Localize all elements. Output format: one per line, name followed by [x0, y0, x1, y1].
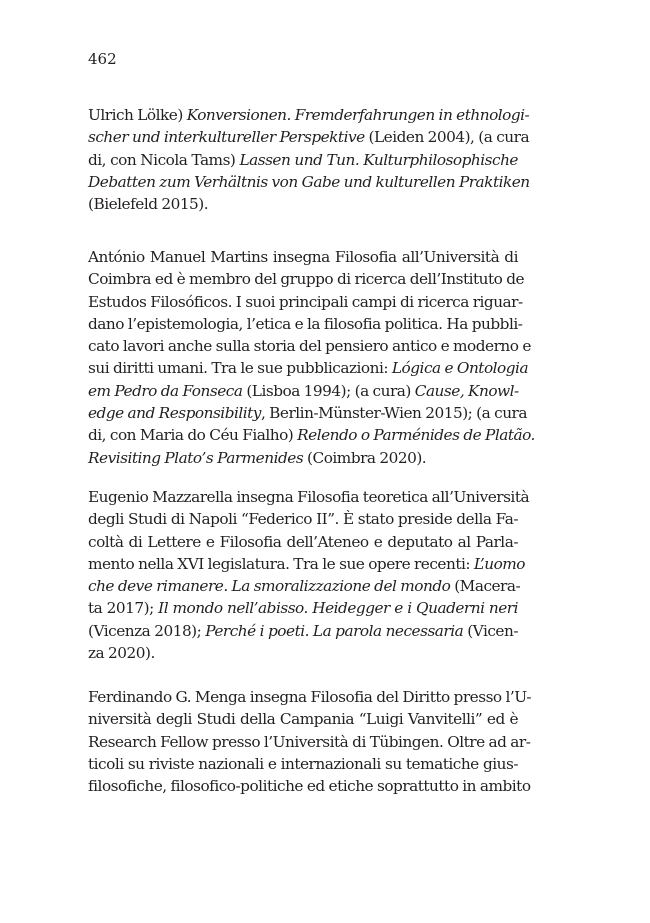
text-line — [88, 357, 529, 379]
text-line — [88, 171, 530, 193]
text-line — [88, 268, 525, 290]
text-run: za 2020). — [88, 644, 155, 663]
text-line — [88, 402, 527, 424]
text-run: ticoli su riviste nazionali e internazionali su tematiche gius- — [88, 754, 518, 773]
text-run: (Vicen- — [463, 621, 518, 640]
bio-paragraph-mazzarella — [88, 486, 530, 664]
bio-paragraph-martins — [88, 246, 535, 469]
text-run: Ferdinando G. Menga insegna Filosofia del Diritto presso l’U- — [88, 688, 532, 706]
text-run: mento nella XVI legislatura. Tra le sue opere recenti: — [88, 554, 474, 573]
text-line — [88, 731, 531, 753]
text-run: filosofiche, filosofico-politiche ed etiche soprattutto in ambito — [88, 777, 531, 796]
italic-title-run: Lógica e Ontologia — [391, 359, 529, 378]
text-line — [88, 193, 518, 215]
text-line — [88, 149, 518, 171]
text-line — [88, 686, 532, 708]
text-line — [88, 291, 523, 313]
text-run: coltà di Lettere e Filosofia dell’Ateneo e deputato al Parla- — [88, 532, 518, 551]
text-run: ta 2017); — [88, 599, 159, 618]
italic-title-run: Cause, Knowl- — [414, 381, 519, 400]
text-line — [88, 642, 518, 664]
text-run: degli Studi di Napoli “Federico II”. È stato preside della Fa- — [88, 510, 518, 529]
text-run: dano l’epistemologia, l’etica e la filosofia politica. Ha pubbli- — [88, 314, 523, 333]
text-run: , Berlin-Münster-Wien 2015); (a cura — [260, 404, 527, 423]
text-line — [88, 447, 518, 469]
text-line — [88, 380, 518, 402]
text-run: Eugenio Mazzarella insegna Filosofia teoretica all’Università — [88, 488, 530, 506]
italic-title-run: che deve rimanere. La smoralizzazione del mondo — [88, 577, 451, 596]
text-line — [88, 126, 530, 148]
text-line — [88, 104, 530, 126]
text-run: di, con Maria do Céu Fialho) — [88, 426, 298, 445]
text-run: niversità degli Studi della Campania “Luigi Vanvitelli” ed è — [88, 710, 518, 729]
text-line — [88, 575, 521, 597]
bio-paragraph-menga — [88, 686, 532, 797]
text-run: (Leiden 2004), (a cura — [364, 128, 530, 147]
text-line — [88, 708, 518, 730]
text-run: Research Fellow presso l’Università di Tübingen. Oltre ad ar- — [88, 732, 531, 751]
italic-title-run: Konversionen. Fremderfahrungen in ethnologi- — [186, 106, 530, 124]
text-line — [88, 531, 518, 553]
text-line — [88, 313, 523, 335]
italic-title-run: L’uomo — [473, 554, 526, 573]
page-number: 462 — [88, 50, 117, 68]
italic-title-run: Lassen und Tun. Kulturphilosophische — [239, 150, 518, 169]
text-run: cato lavori anche sulla storia del pensiero antico e moderno e — [88, 337, 531, 356]
text-run: Ulrich Lölke) — [88, 106, 187, 124]
text-run: (Macera- — [450, 577, 521, 596]
italic-title-run: scher und interkultureller Perspektive — [88, 128, 365, 147]
text-line — [88, 775, 531, 797]
text-run: Estudos Filosóficos. I suoi principali campi di ricerca riguar- — [88, 292, 523, 311]
italic-title-run: edge and Responsibility — [88, 404, 261, 423]
text-run: (Bielefeld 2015). — [88, 195, 209, 214]
italic-title-run: Revisiting Plato’s Parmenides — [88, 448, 304, 467]
text-line — [88, 486, 530, 508]
text-line — [88, 335, 531, 357]
text-run: di, con Nicola Tams) — [88, 150, 240, 169]
italic-title-run: em Pedro da Fonseca — [88, 381, 243, 400]
text-run: Coimbra ed è membro del gruppo di ricerca dell’Instituto de — [88, 270, 525, 289]
text-run: (Coimbra 2020). — [303, 448, 427, 467]
italic-title-run: Il mondo nell’abisso. Heidegger e i Quaderni neri — [158, 599, 518, 618]
text-line — [88, 620, 518, 642]
text-run: sui diritti umani. Tra le sue pubblicazioni: — [88, 359, 392, 378]
text-line — [88, 246, 518, 268]
text-line — [88, 508, 518, 530]
text-line — [88, 753, 518, 775]
italic-title-run: Debatten zum Verhältnis von Gabe und kulturellen Praktiken — [88, 172, 530, 191]
italic-title-run: Relendo o Parménides de Platão. — [297, 426, 535, 445]
text-line — [88, 597, 518, 619]
text-run: (Vicenza 2018); — [88, 621, 206, 640]
text-line — [88, 424, 535, 446]
bio-paragraph-lolke — [88, 104, 530, 215]
italic-title-run: Perché i poeti. La parola necessaria — [205, 621, 464, 640]
text-run: António Manuel Martins insegna Filosofia all’Università di — [88, 248, 518, 266]
text-line — [88, 553, 526, 575]
text-run: (Lisboa 1994); (a cura) — [242, 381, 415, 400]
